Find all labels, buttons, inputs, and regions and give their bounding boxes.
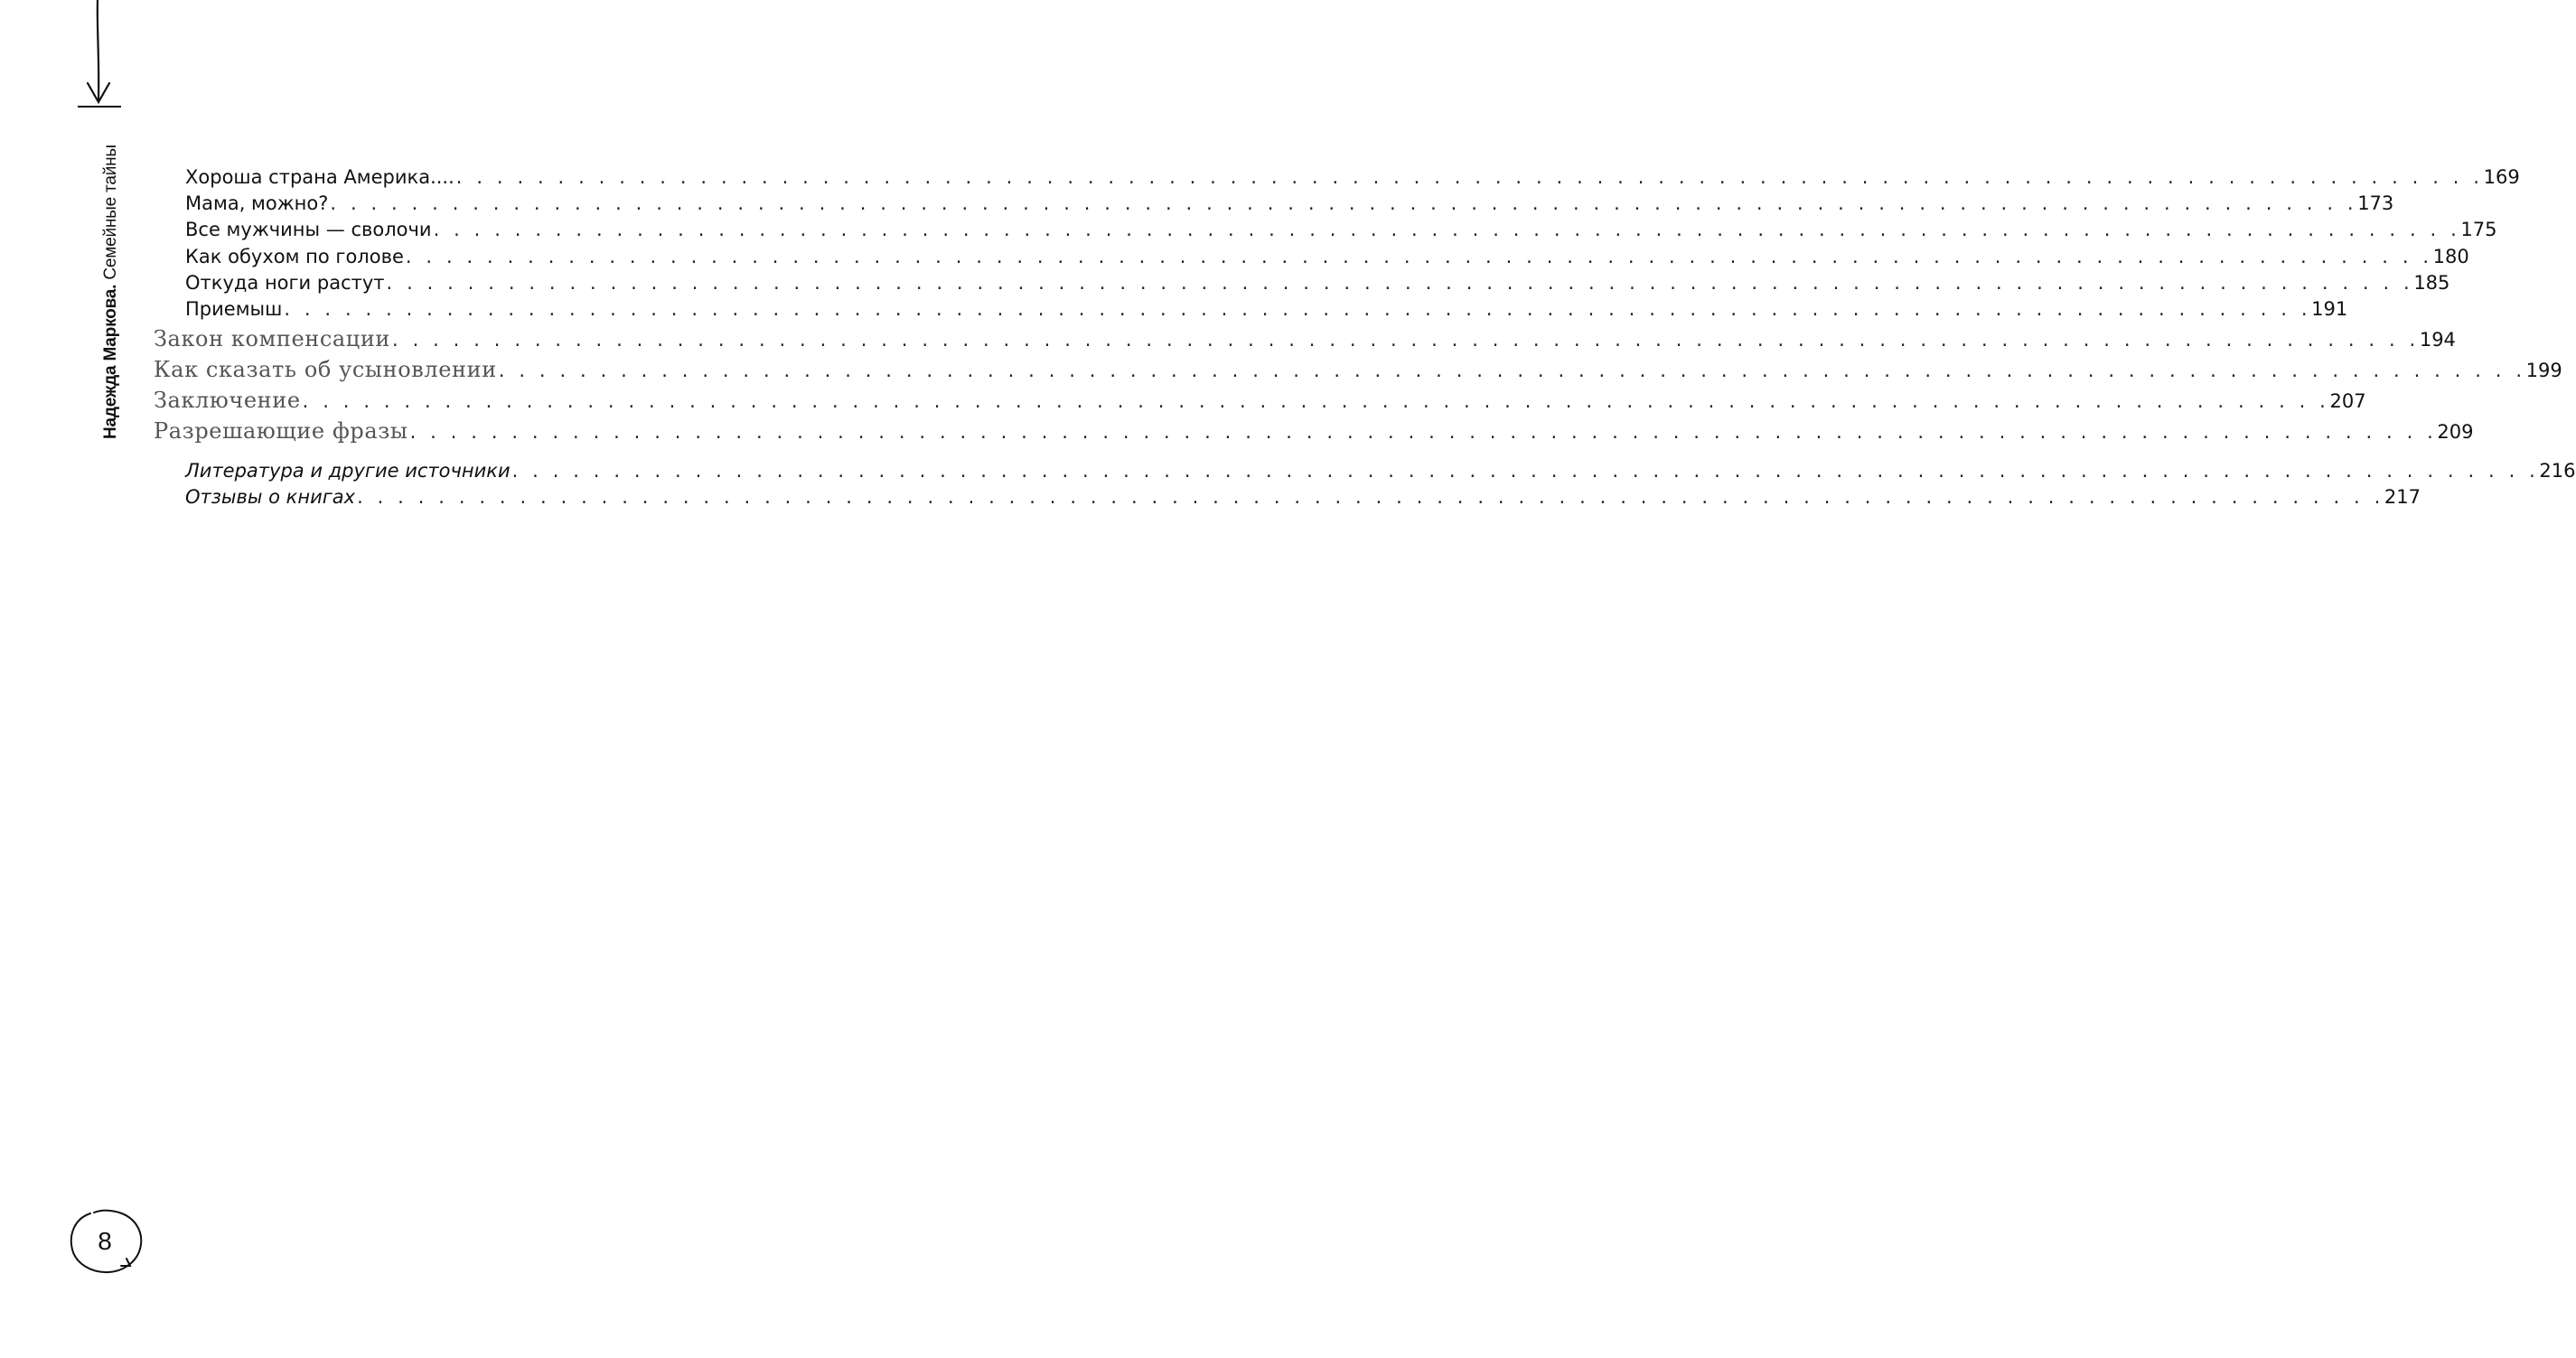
toc-chapter-entry[interactable] xyxy=(154,416,2474,446)
page-number: 8 xyxy=(98,1227,112,1255)
toc-chapter-page: 199 xyxy=(2525,360,2562,381)
toc-entry-title: Хороша страна Америка.... xyxy=(185,166,454,188)
toc-entry-page: 173 xyxy=(2357,192,2394,214)
toc-entry[interactable] xyxy=(185,216,2497,243)
toc-entry[interactable] xyxy=(185,295,2348,323)
toc-entry-page: 185 xyxy=(2413,272,2450,294)
toc-leader: . . . . . . . . . . . . . . . . . . . . . . . . . . . . . . . . . . . . . . . . . . . . . . . . . . . . . . . . . . . . . . . . . . . . . . . . . . . . . . . . . . . . . . . . . . . . . . . . . . . . xyxy=(357,486,2384,508)
toc-entry-page: 180 xyxy=(2432,246,2469,267)
toc-leader: . . . . . . . . . . . . . . . . . . . . . . . . . . . . . . . . . . . . . . . . . . . . . . . . . . . . . . . . . . . . . . . . . . . . . . . . . . . . . . . . . . . . . . . . . . . . . . . . . . . . xyxy=(498,360,2526,381)
toc-leader: . . . . . . . . . . . . . . . . . . . . . . . . . . . . . . . . . . . . . . . . . . . . . . . . . . . . . . . . . . . . . . . . . . . . . . . . . . . . . . . . . . . . . . . . . . . . . . . . . . . . xyxy=(433,219,2461,240)
toc-leader: . . . . . . . . . . . . . . . . . . . . . . . . . . . . . . . . . . . . . . . . . . . . . . . . . . . . . . . . . . . . . . . . . . . . . . . . . . . . . . . . . . . . . . . . . . . . . . . . . . . . xyxy=(330,192,2358,214)
toc-chapter-title: Как сказать об усыновлении xyxy=(154,357,497,382)
toc-entry[interactable] xyxy=(185,164,2520,191)
toc-entry-title: Приемыш xyxy=(185,298,283,320)
running-head-separator: . xyxy=(101,284,120,289)
toc-chapter-entry[interactable] xyxy=(154,354,2562,385)
toc-chapter-page: 194 xyxy=(2419,329,2456,351)
toc-leader: . . . . . . . . . . . . . . . . . . . . . . . . . . . . . . . . . . . . . . . . . . . . . . . . . . . . . . . . . . . . . . . . . . . . . . . . . . . . . . . . . . . . . . . . . . . . . . . . . . . . xyxy=(284,298,2312,320)
toc-leader: . . . . . . . . . . . . . . . . . . . . . . . . . . . . . . . . . . . . . . . . . . . . . . . . . . . . . . . . . . . . . . . . . . . . . . . . . . . . . . . . . . . . . . . . . . . . . . . . . . . . xyxy=(392,329,2420,351)
toc-entry-title: Как обухом по голове xyxy=(185,246,404,267)
toc-backmatter-page: 217 xyxy=(2384,486,2421,508)
running-head xyxy=(0,0,126,452)
toc-backmatter-entry[interactable] xyxy=(185,483,2421,510)
book-title: Семейные тайны xyxy=(101,145,120,280)
toc-chapter-page: 209 xyxy=(2437,421,2474,443)
toc-leader: . . . . . . . . . . . . . . . . . . . . . . . . . . . . . . . . . . . . . . . . . . . . . . . . . . . . . . . . . . . . . . . . . . . . . . . . . . . . . . . . . . . . . . . . . . . . . . . . . . . . xyxy=(511,460,2540,482)
page-number-badge xyxy=(65,1206,146,1278)
toc-chapter-title: Заключение xyxy=(154,388,301,413)
toc-entry-title: Мама, можно? xyxy=(185,192,329,214)
toc-entry-page: 175 xyxy=(2460,219,2497,240)
toc-leader: . . . . . . . . . . . . . . . . . . . . . . . . . . . . . . . . . . . . . . . . . . . . . . . . . . . . . . . . . . . . . . . . . . . . . . . . . . . . . . . . . . . . . . . . . . . . . . . . . . . . xyxy=(302,390,2330,412)
toc-entry-title: Откуда ноги растут xyxy=(185,272,385,294)
toc-chapter-entry[interactable] xyxy=(154,323,2456,354)
toc-entry[interactable] xyxy=(185,190,2394,217)
toc-leader: . . . . . . . . . . . . . . . . . . . . . . . . . . . . . . . . . . . . . . . . . . . . . . . . . . . . . . . . . . . . . . . . . . . . . . . . . . . . . . . . . . . . . . . . . . . . . . . . . . . . xyxy=(405,246,2433,267)
toc-leader: . . . . . . . . . . . . . . . . . . . . . . . . . . . . . . . . . . . . . . . . . . . . . . . . . . . . . . . . . . . . . . . . . . . . . . . . . . . . . . . . . . . . . . . . . . . . . . . . . . . . xyxy=(455,166,2484,188)
toc-entry[interactable] xyxy=(185,269,2450,296)
toc-leader: . . . . . . . . . . . . . . . . . . . . . . . . . . . . . . . . . . . . . . . . . . . . . . . . . . . . . . . . . . . . . . . . . . . . . . . . . . . . . . . . . . . . . . . . . . . . . . . . . . . . xyxy=(386,272,2414,294)
toc-chapter-entry[interactable] xyxy=(154,385,2366,416)
toc-chapter-title: Закон компенсации xyxy=(154,326,391,351)
toc-leader: . . . . . . . . . . . . . . . . . . . . . . . . . . . . . . . . . . . . . . . . . . . . . . . . . . . . . . . . . . . . . . . . . . . . . . . . . . . . . . . . . . . . . . . . . . . . . . . . . . . . xyxy=(409,421,2438,443)
toc-backmatter-title: Литература и другие источники xyxy=(185,460,511,482)
toc-backmatter-page: 216 xyxy=(2539,460,2576,482)
toc-entry-page: 191 xyxy=(2311,298,2348,320)
author-name: Надежда Маркова xyxy=(101,288,120,439)
running-head-text xyxy=(101,145,121,439)
toc-entry[interactable] xyxy=(185,243,2469,270)
toc-chapter-title: Разрешающие фразы xyxy=(154,418,408,444)
toc-backmatter-title: Отзывы о книгах xyxy=(185,486,356,508)
toc-entry-page: 169 xyxy=(2483,166,2520,188)
toc-backmatter-entry[interactable] xyxy=(185,457,2576,484)
toc-entry-title: Все мужчины — сволочи xyxy=(185,219,432,240)
toc-chapter-page: 207 xyxy=(2329,390,2366,412)
